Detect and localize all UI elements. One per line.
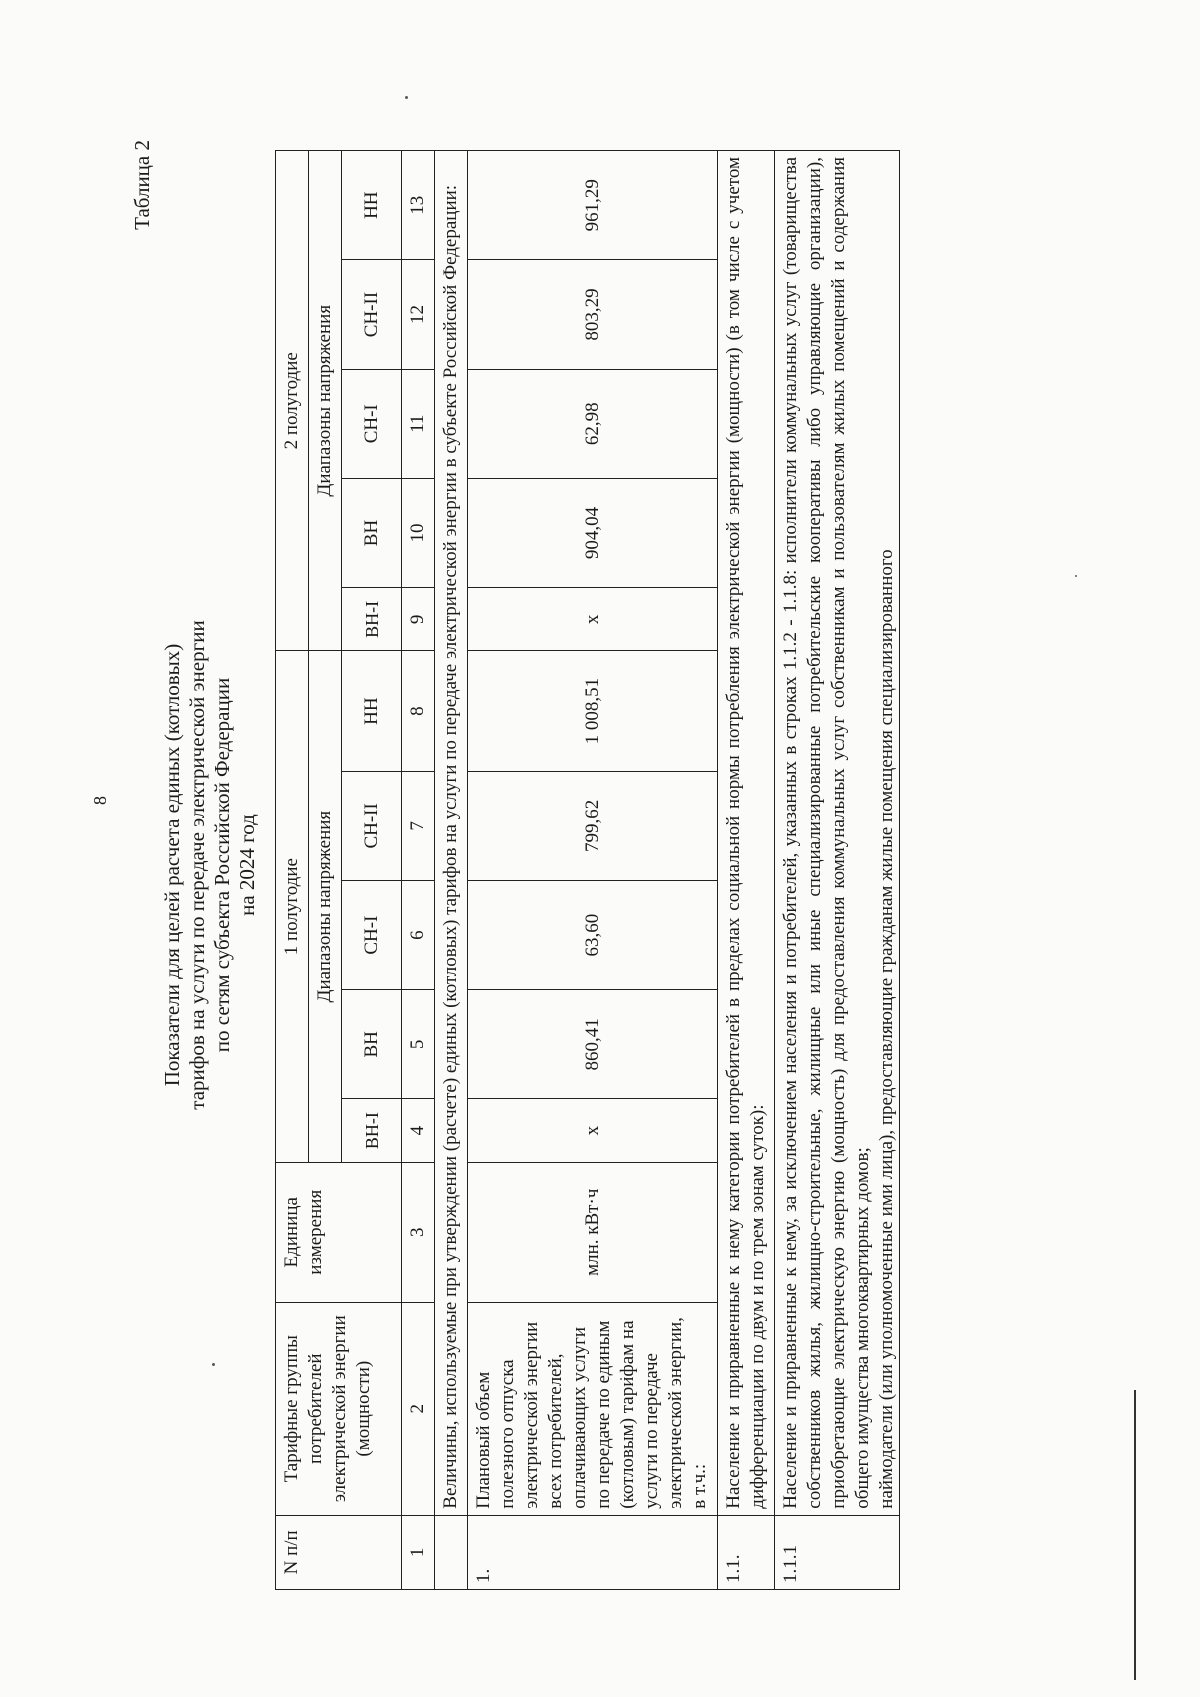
value-cell: 803,29: [468, 260, 718, 369]
voltage-nn: НН: [342, 651, 402, 771]
voltage-sn1: СН-I: [342, 369, 402, 478]
table-row: [468, 151, 718, 1590]
value-cell: 904,04: [468, 478, 718, 587]
value-cell: 860,41: [468, 990, 718, 1099]
section-text: Величины, используемые при утверждении (расчете) единых (котловых) тарифов на услуги по передаче электрической энергии в субъекте Российской Федерации:: [435, 151, 468, 1516]
title-line: на 2024 год: [235, 814, 259, 916]
rotated-page-content: [120, 120, 1120, 1610]
table-row: [718, 151, 775, 1590]
column-number: 11: [402, 369, 435, 478]
header-unit: Единица измерения: [276, 1162, 402, 1302]
value-cell: 961,29: [468, 151, 718, 260]
scan-edge-line: [1134, 1390, 1136, 1680]
header-groups: Тарифные группы потребителей электрической энергии (мощности): [276, 1302, 402, 1515]
column-number: 7: [402, 771, 435, 880]
header-ranges-1: Диапазоны напряжения: [309, 651, 342, 1162]
header-row: [276, 151, 309, 1590]
section-num-cell: [435, 1515, 468, 1589]
row-unit: млн. кВт·ч: [468, 1162, 718, 1302]
value-cell: 63,60: [468, 880, 718, 989]
row-name: Плановый объем полезного отпуска электрической энергии всех потребителей, оплачивающих услуги по передаче по единым (котловым) тарифам на услуги по передаче электрической энергии, в т.ч.:: [468, 1302, 718, 1515]
column-number: 3: [402, 1162, 435, 1302]
column-number: 8: [402, 651, 435, 771]
voltage-vn: ВН: [342, 478, 402, 587]
value-cell: 62,98: [468, 369, 718, 478]
header-num: N п/п: [276, 1515, 402, 1589]
voltage-sn1: СН-I: [342, 880, 402, 989]
row-text-part: Население и приравненные к нему, за исключением населения и потребителей, указанных в строках 1.1.2 - 1.1.8: исполнители коммунальных услуг (товарищества собственников жилья, жилищно-строительные, жилищные или иные специализированные потребительские кооперативы либо управляющие организации), приобретающие электрическую энергию (мощность) для предоставления коммунальных услуг собственникам и пользователям жилых помещений и содержания общего имущества многоквартирных домов;: [780, 157, 873, 1509]
title-line: по сетям субъекта Российской Федерации: [210, 677, 234, 1053]
row-num: 1.: [468, 1515, 718, 1589]
row-num: 1.1.: [718, 1515, 775, 1589]
title-line: Показатели для целей расчета единых (котловых): [160, 643, 184, 1087]
header-half2: 2 полугодие: [276, 151, 309, 652]
column-number: 9: [402, 588, 435, 651]
column-number: 6: [402, 880, 435, 989]
scan-speck: [405, 96, 408, 99]
value-cell: x: [468, 1099, 718, 1162]
voltage-sn2: СН-II: [342, 771, 402, 880]
row-num: 1.1.1: [775, 1515, 900, 1589]
tariff-table: [275, 150, 900, 1590]
column-number: 10: [402, 478, 435, 587]
voltage-nn: НН: [342, 151, 402, 260]
page-number: 8: [90, 796, 110, 805]
table-row: [775, 151, 900, 1590]
voltage-vn: ВН: [342, 990, 402, 1099]
value-cell: 1 008,51: [468, 651, 718, 771]
table-caption: Таблица 2: [130, 140, 154, 230]
voltage-sn2: СН-II: [342, 260, 402, 369]
voltage-vn1: ВН-I: [342, 1099, 402, 1162]
column-number: 13: [402, 151, 435, 260]
voltage-vn1: ВН-I: [342, 588, 402, 651]
row-text-part: наймодатели (или уполномоченные ими лица), предоставляющие гражданам жилые помещения специализированного: [876, 549, 897, 1509]
column-number: 2: [402, 1302, 435, 1515]
document-title: [160, 120, 260, 1610]
row-text: [775, 151, 900, 1516]
row-text: Население и приравненные к нему категории потребителей в пределах социальной нормы потребления электрической энергии (мощности) (в том числе с учетом дифференциации по двум и по трем зонам суток):: [718, 151, 775, 1516]
column-number: 12: [402, 260, 435, 369]
value-cell: x: [468, 588, 718, 651]
section-row: [435, 151, 468, 1590]
column-number: 1: [402, 1515, 435, 1589]
value-cell: 799,62: [468, 771, 718, 880]
column-number: 4: [402, 1099, 435, 1162]
title-line: тарифов на услуги по передаче электрической энергии: [185, 620, 209, 1110]
column-number: 5: [402, 990, 435, 1099]
column-number-row: [402, 151, 435, 1590]
header-ranges-2: Диапазоны напряжения: [309, 151, 342, 652]
header-half1: 1 полугодие: [276, 651, 309, 1162]
